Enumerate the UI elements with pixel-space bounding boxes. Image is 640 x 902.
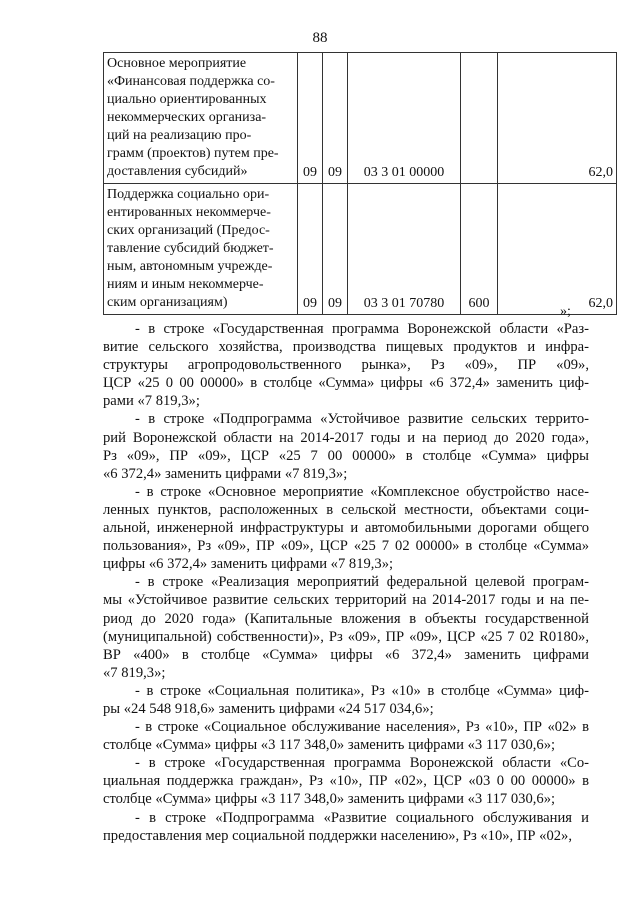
- amendment-paragraph: [103, 754, 589, 808]
- sum-cell: 62,0: [498, 53, 617, 184]
- page-number: 88: [312, 30, 328, 46]
- text-line: - в строке «Социальная политика», Рз «10» в столбце «Сумма» циф-: [135, 682, 589, 699]
- amendment-paragraph: [103, 573, 589, 682]
- text-line: витие сельского хозяйства, производства пищевых продуктов и инфра-: [103, 339, 589, 356]
- text-line: столбце «Сумма» цифры «3 117 348,0» заменить цифрами «3 117 030,6»;: [103, 737, 556, 754]
- row-name-cell: [104, 184, 298, 315]
- row-name-line: ентированных некоммерче-: [107, 205, 271, 220]
- csr-cell: 03 3 01 70780: [348, 184, 461, 315]
- amendment-paragraph: [103, 483, 589, 573]
- text-line: - в строке «Государственная программа Воронежской области «Со-: [135, 755, 589, 772]
- amendment-paragraph: [103, 718, 589, 754]
- amendment-text: [103, 320, 589, 845]
- sum-cell: 62,0: [498, 184, 617, 315]
- row-name-line: ниям и иным некоммерче-: [107, 277, 264, 292]
- text-line: мы «Устойчивое развитие сельских территорий на 2014-2017 годы и на пе-: [103, 592, 589, 609]
- amendment-paragraph: [103, 682, 589, 718]
- text-line: (муниципальной) собственности)», Рз «09», ПР «09», ЦСР «25 7 02 R0180»,: [103, 628, 589, 645]
- text-line: - в строке «Социальное обслуживание населения», Рз «10», ПР «02» в: [135, 719, 589, 736]
- row-name-line: ских организаций (Предос-: [107, 223, 270, 238]
- text-line: цифры «6 372,4» заменить цифрами «7 819,3»;: [103, 556, 394, 573]
- text-line: пользования», Рз «09», ПР «09», ЦСР «25 7 02 00000» в столбце «Сумма»: [103, 538, 589, 555]
- row-name-line: некоммерческих организа-: [107, 110, 267, 125]
- pr-cell: 09: [323, 184, 348, 315]
- text-line: - в строке «Подпрограмма «Развитие социального обслуживания и: [135, 809, 589, 826]
- amendment-paragraph: [103, 809, 589, 845]
- row-name-line: ным, автономным учрежде-: [107, 259, 273, 274]
- csr-cell: 03 3 01 00000: [348, 53, 461, 184]
- text-line: риод до 2020 года» (Капитальные вложения в объекты государственной: [103, 610, 589, 627]
- text-line: - в строке «Основное мероприятие «Комплексное обустройство насе-: [135, 483, 589, 500]
- text-line: «6 372,4» заменить цифрами «7 819,3»;: [103, 465, 348, 482]
- row-name-line: ций на реализацию про-: [107, 128, 252, 143]
- row-name-line: «Финансовая поддержка со-: [107, 74, 275, 89]
- text-line: рий Воронежской области на 2014-2017 годы и на период до 2020 года»,: [103, 429, 589, 446]
- text-line: ВР «400» в столбце «Сумма» цифры «6 372,4» заменить цифрами: [103, 646, 589, 663]
- amendment-paragraph: [103, 410, 589, 482]
- text-line: Рз «09», ПР «09», ЦСР «25 7 00 00000» в столбце «Сумма» цифры: [103, 447, 589, 464]
- text-line: - в строке «Реализация мероприятий федеральной целевой програм-: [135, 574, 589, 591]
- rz-cell: 09: [298, 53, 323, 184]
- text-line: структуры агропродовольственного рынка», Рз «09», ПР «09»,: [103, 357, 589, 374]
- pr-cell: 09: [323, 53, 348, 184]
- row-name-cell: [104, 53, 298, 184]
- row-name-line: Основное мероприятие: [107, 56, 247, 71]
- text-line: ЦСР «25 0 00 00000» в столбце «Сумма» цифры «6 372,4» заменить циф-: [103, 375, 589, 392]
- amendment-paragraph: [103, 320, 589, 410]
- row-name-line: тавление субсидий бюджет-: [107, 241, 274, 256]
- table-row: [104, 184, 617, 315]
- text-line: - в строке «Подпрограмма «Устойчивое развитие сельских террито-: [135, 411, 589, 428]
- rz-cell: 09: [298, 184, 323, 315]
- text-line: рами «7 819,3»;: [103, 393, 200, 410]
- text-line: ленных пунктов, расположенных в сельской местности, объектами соци-: [103, 501, 589, 518]
- table-row: [104, 53, 617, 184]
- row-name-line: Поддержка социально ори-: [107, 187, 270, 202]
- text-line: предоставления мер социальной поддержки населению», Рз «10», ПР «02»,: [103, 827, 572, 844]
- row-name-line: грамм (проектов) путем пре-: [107, 146, 279, 161]
- row-name-line: доставления субсидий»: [107, 164, 248, 179]
- text-line: альной, инженерной инфраструктуры и автомобильными дорогами общего: [103, 520, 589, 537]
- vr-cell: 600: [461, 184, 498, 315]
- text-line: циальная поддержка граждан», Рз «10», ПР «02», ЦСР «03 0 00 00000» в: [103, 773, 589, 790]
- budget-table: [103, 52, 617, 315]
- row-name-line: ским организациям): [107, 295, 228, 310]
- vr-cell: [461, 53, 498, 184]
- text-line: - в строке «Государственная программа Воронежской области «Раз-: [135, 321, 589, 337]
- text-line: ры «24 548 918,6» заменить цифрами «24 517 034,6»;: [103, 700, 434, 717]
- text-line: «7 819,3»;: [103, 664, 166, 681]
- table-closing-mark: »;: [560, 304, 571, 319]
- row-name-line: циально ориентированных: [107, 92, 267, 107]
- text-line: столбце «Сумма» цифры «3 117 348,0» заменить цифрами «3 117 030,6»;: [103, 791, 556, 808]
